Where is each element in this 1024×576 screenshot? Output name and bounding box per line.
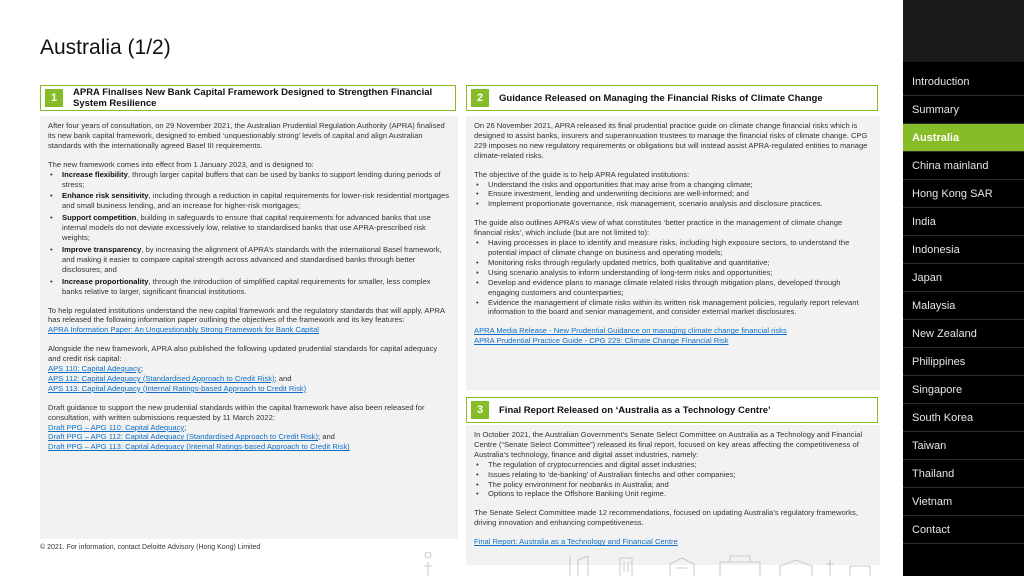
section-1-panel [40,116,458,539]
list-item [48,191,450,211]
section-2-objective-list [474,180,872,210]
aps-link-row [48,374,450,384]
bullet-text: , building in safeguards to ensure that capital requirements for advanced banks that use internal models do not deviate excessively low, relative to standardised banks that use APRA-prescribed risk weights; [62,213,431,243]
list-item: • Implement proportionate governance, risk management, scenario analysis and disclosure practices. [474,199,872,209]
section-3-recommendations: The Senate Select Committee made 12 recommendations, focused on updating Australia’s regulatory frameworks, driving innovation and enhancing competitiveness. [474,508,858,528]
bullet-lead: Increase proportionality [62,276,149,286]
bullet-lead: Support competition [62,213,137,223]
sidebar-item-thailand[interactable]: Thailand [903,460,1024,488]
list-item: • Evidence the management of climate risks within its written risk management policies, regularly report relevant information to the board and senior management, and consider external market disclosures. [474,298,872,318]
sidebar-item-vietnam[interactable]: Vietnam [903,488,1024,516]
sidebar-item-japan[interactable]: Japan [903,264,1024,292]
list-item [48,277,450,297]
section-3-header [466,397,878,423]
list-item [48,213,450,243]
cpg-229-link[interactable]: APRA Prudential Practice Guide - CPG 229: Climate Change Financial Risk [474,336,729,346]
section-2-practice: The guide also outlines APRA’s view of what constitutes ‘better practice in the management of climate change financial risks’, which include (but are not limited to): [474,218,843,238]
apra-media-release-link[interactable]: APRA Media Release - New Prudential Guidance on managing climate change financial risks [474,326,787,336]
section-1-effect: The new framework comes into effect from 1 January 2023, and is designed to: [48,159,314,169]
section-2-intro: On 26 November 2021, APRA released its final prudential practice guide on climate change financial risks which is designed to assist banks, insurers and superannuation trustees to manage the financial risks of climate change. CPG 229 imposes no new regulatory requirements or obligations but will instead assist APRA-regulated entities to manage climate-related risks. [474,121,868,160]
section-3-bullet-list [474,460,872,500]
sidebar [903,0,1024,576]
draft-link-row [48,442,450,452]
skyline-sketch-icon [420,552,880,576]
final-report-link[interactable]: Final Report: Australia as a Technology and Financial Centre [474,537,678,547]
list-item [48,170,450,190]
list-item: • Issues relating to ‘de-banking’ of Australian fintechs and other companies; [474,470,872,480]
list-item: • Monitoring risks through regularly updated metrics, both qualitative and quantitative; [474,258,872,268]
section-1-number: 1 [45,89,63,107]
section-2-objective: The objective of the guide is to help APRA regulated institutions: [474,169,690,179]
aps-link[interactable]: APS 113: Capital Adequacy (Internal Ratings-based Approach to Credit Risk) [48,383,307,393]
list-item: • The policy environment for neobanks in Australia; and [474,480,872,490]
section-1-draft: Draft guidance to support the new prudential standards within the capital framework have also been released for consultation, with written submissions requested by 11 March 2022: [48,402,425,422]
list-item: • Ensure investment, lending and underwriting decisions are well-informed; and [474,189,872,199]
aps-link-list [48,364,450,394]
section-2-practice-list [474,238,872,317]
section-1-header [40,85,456,111]
aps-link-suffix: ; and [274,373,292,383]
section-1-alongside: Alongside the new framework, APRA also published the following updated prudential standards for capital adequacy and credit risk capital: [48,344,438,364]
sidebar-header [903,0,1024,62]
list-item: • The regulation of cryptocurrencies and digital asset industries; [474,460,872,470]
aps-link[interactable]: APS 110: Capital Adequacy [48,364,141,374]
sidebar-item-singapore[interactable]: Singapore [903,376,1024,404]
page-title: Australia (1/2) [40,36,171,59]
bullet-text: , including through a reduction in capital requirements for lower-risk residential mortgages and small business lending, and an increase for higher-risk mortgages; [62,191,450,211]
draft-link-row [48,432,450,442]
bullet-lead: Enhance risk sensitivity [62,191,149,201]
sidebar-item-hong-kong-sar[interactable]: Hong Kong SAR [903,180,1024,208]
list-item [48,245,450,275]
section-2-number: 2 [471,89,489,107]
sidebar-item-south-korea[interactable]: South Korea [903,404,1024,432]
list-item: • Options to replace the Offshore Banking Unit regime. [474,489,872,499]
sidebar-item-china-mainland[interactable]: China mainland [903,152,1024,180]
aps-link-row [48,364,450,374]
aps-link[interactable]: APS 112: Capital Adequacy (Standardised Approach to Credit Risk) [48,373,275,383]
sidebar-nav [903,68,1024,544]
list-item: • Having processes in place to identify and measure risks, including high exposure sectors, to understand the potential impact of climate change on business and operating models; [474,238,872,258]
draft-link-suffix: ; and [318,432,335,442]
section-3-panel [466,425,880,565]
draft-link-suffix: ; [184,422,187,432]
bullet-lead: Improve transparency [62,244,142,254]
list-item: • Develop and evidence plans to manage climate related risks through mitigation plans, developed through engaging customers and counterparties; [474,278,872,298]
sidebar-item-new-zealand[interactable]: New Zealand [903,320,1024,348]
section-2-title: Guidance Released on Managing the Financial Risks of Climate Change [499,92,823,104]
sidebar-item-introduction[interactable]: Introduction [903,68,1024,96]
sidebar-item-malaysia[interactable]: Malaysia [903,292,1024,320]
section-1-intro: After four years of consultation, on 29 November 2021, the Australian Prudential Regulation Authority (APRA) finalised its new bank capital framework, designed to embed ‘unquestionably strong’ levels of capital and align Australian standards with the internationally agreed Basel III requirements. [48,121,445,150]
sidebar-item-contact[interactable]: Contact [903,516,1024,544]
sidebar-item-summary[interactable]: Summary [903,96,1024,124]
draft-link-row [48,423,450,433]
section-2-header [466,85,878,111]
section-2-panel [466,116,880,390]
draft-link[interactable]: Draft PPG – APG 112: Capital Adequacy (Standardised Approach to Credit Risk) [48,432,318,442]
footer-copyright: © 2021. For information, contact Deloitte Advisory (Hong Kong) Limited [40,544,261,551]
list-item: • Understand the risks and opportunities that may arise from a changing climate; [474,180,872,190]
draft-link[interactable]: Draft PPG – APG 110: Capital Adequacy [48,422,185,432]
list-item: • Using scenario analysis to inform understanding of long-term risks and opportunities; [474,268,872,278]
bullet-text: , through the introduction of simplified capital requirements for smaller, less complex banks relative to larger, significant financial institutions. [62,276,431,296]
draft-link[interactable]: Draft PPG – APG 113: Capital Adequacy (Internal Ratings-based Approach to Credit Risk) [48,442,350,452]
sidebar-item-india[interactable]: India [903,208,1024,236]
section-1-title: APRA Finalises New Bank Capital Framework Designed to Strengthen Financial System Resilience [73,87,433,109]
sidebar-item-taiwan[interactable]: Taiwan [903,432,1024,460]
bullet-text: , through larger capital buffers that can be used by banks to support lending during periods of stress; [62,169,441,189]
section-3-title: Final Report Released on ‘Australia as a Technology Centre’ [499,404,771,416]
section-3-intro: In October 2021, the Australian Government’s Senate Select Committee on Australia as a Technology and Financial Centre (“Senate Select Committee”) released its final report, focused on key areas affecting the competitiveness of Australia’s technology, finance and digital asset industries, namely: [474,430,863,459]
section-3-number: 3 [471,401,489,419]
bullet-lead: Increase flexibility [62,169,128,179]
bullet-text: , by increasing the alignment of APRA’s standards with the international Basel framework, and making it easier to compare capital strength across advanced and standardised banks through better disclosures; and [62,244,442,274]
sidebar-item-indonesia[interactable]: Indonesia [903,236,1024,264]
section-1-bullet-list [48,170,450,297]
aps-link-row [48,384,450,394]
section-1-help: To help regulated institutions understand the new capital framework and the regulatory standards that will apply, APRA has released the following information paper outlining the objectives of the framework and its key features: [48,305,445,325]
sidebar-item-australia[interactable]: Australia [903,124,1024,152]
draft-link-list [48,423,450,453]
sidebar-item-philippines[interactable]: Philippines [903,348,1024,376]
aps-link-suffix: ; [140,364,143,374]
info-paper-link[interactable]: APRA Information Paper: An Unquestionably Strong Framework for Bank Capital [48,325,319,335]
